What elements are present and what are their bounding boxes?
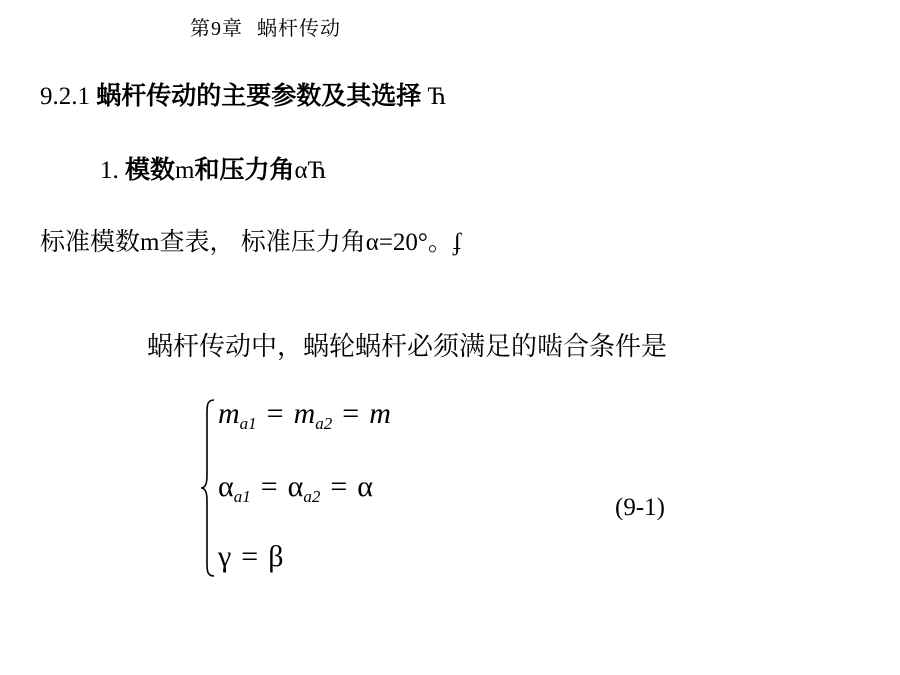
eq2-lhs-sub: a1 — [233, 487, 251, 506]
eq3-equals: = — [241, 540, 259, 573]
standard-angle-value: α=20°。 — [365, 229, 453, 256]
equation-module — [218, 397, 391, 434]
eq2-equals-1: = — [260, 470, 278, 503]
eq1-lhs-sub: a1 — [239, 414, 257, 433]
standard-part1: 标准模数 — [40, 229, 141, 256]
left-brace-icon — [200, 398, 216, 578]
subsection-symbol-m: m — [175, 157, 195, 184]
standard-symbol-m: m — [140, 229, 160, 256]
eq1-mid: m — [293, 397, 316, 430]
eq3-rhs: β — [268, 540, 284, 573]
subsection-suffix: Ћ — [307, 157, 327, 184]
eq3-lhs: γ — [218, 540, 232, 573]
eq2-mid: α — [287, 470, 304, 503]
subsection-title-part2: 和压力角 — [194, 157, 295, 184]
eq2-rhs: α — [357, 470, 373, 503]
eq1-equals-2: = — [342, 397, 360, 430]
eq1-mid-sub: a2 — [315, 414, 333, 433]
section-title: 蜗杆传动的主要参数及其选择 — [96, 83, 422, 110]
eq2-mid-sub: a2 — [303, 487, 321, 506]
eq1-rhs: m — [369, 397, 391, 430]
chapter-number: 第9章 — [190, 18, 243, 40]
subsection-heading — [100, 150, 326, 186]
standard-suffix: ʄ — [452, 229, 462, 256]
meshing-condition-text: 蜗杆传动中，蜗轮蜗杆必须满足的啮合条件是 — [147, 332, 668, 361]
section-heading — [40, 76, 446, 112]
standard-values-line — [40, 222, 461, 258]
eq1-equals-1: = — [266, 397, 284, 430]
eq1-lhs: m — [218, 397, 240, 430]
equation-number: (9-1) — [615, 494, 665, 521]
section-suffix: Ћ — [427, 83, 447, 110]
eq2-lhs: α — [218, 470, 234, 503]
standard-part2: 查表， 标准压力角 — [159, 229, 366, 256]
eq2-equals-2: = — [330, 470, 348, 503]
equation-pressure-angle — [218, 470, 373, 507]
section-number: 9.2.1 — [40, 83, 90, 110]
subsection-number: 1. — [100, 157, 119, 184]
subsection-symbol-alpha: α — [294, 157, 308, 184]
chapter-header — [190, 12, 341, 41]
equation-lead-angle — [218, 540, 283, 574]
subsection-title-part1: 模数 — [125, 157, 176, 184]
chapter-title: 蜗杆传动 — [257, 18, 341, 40]
